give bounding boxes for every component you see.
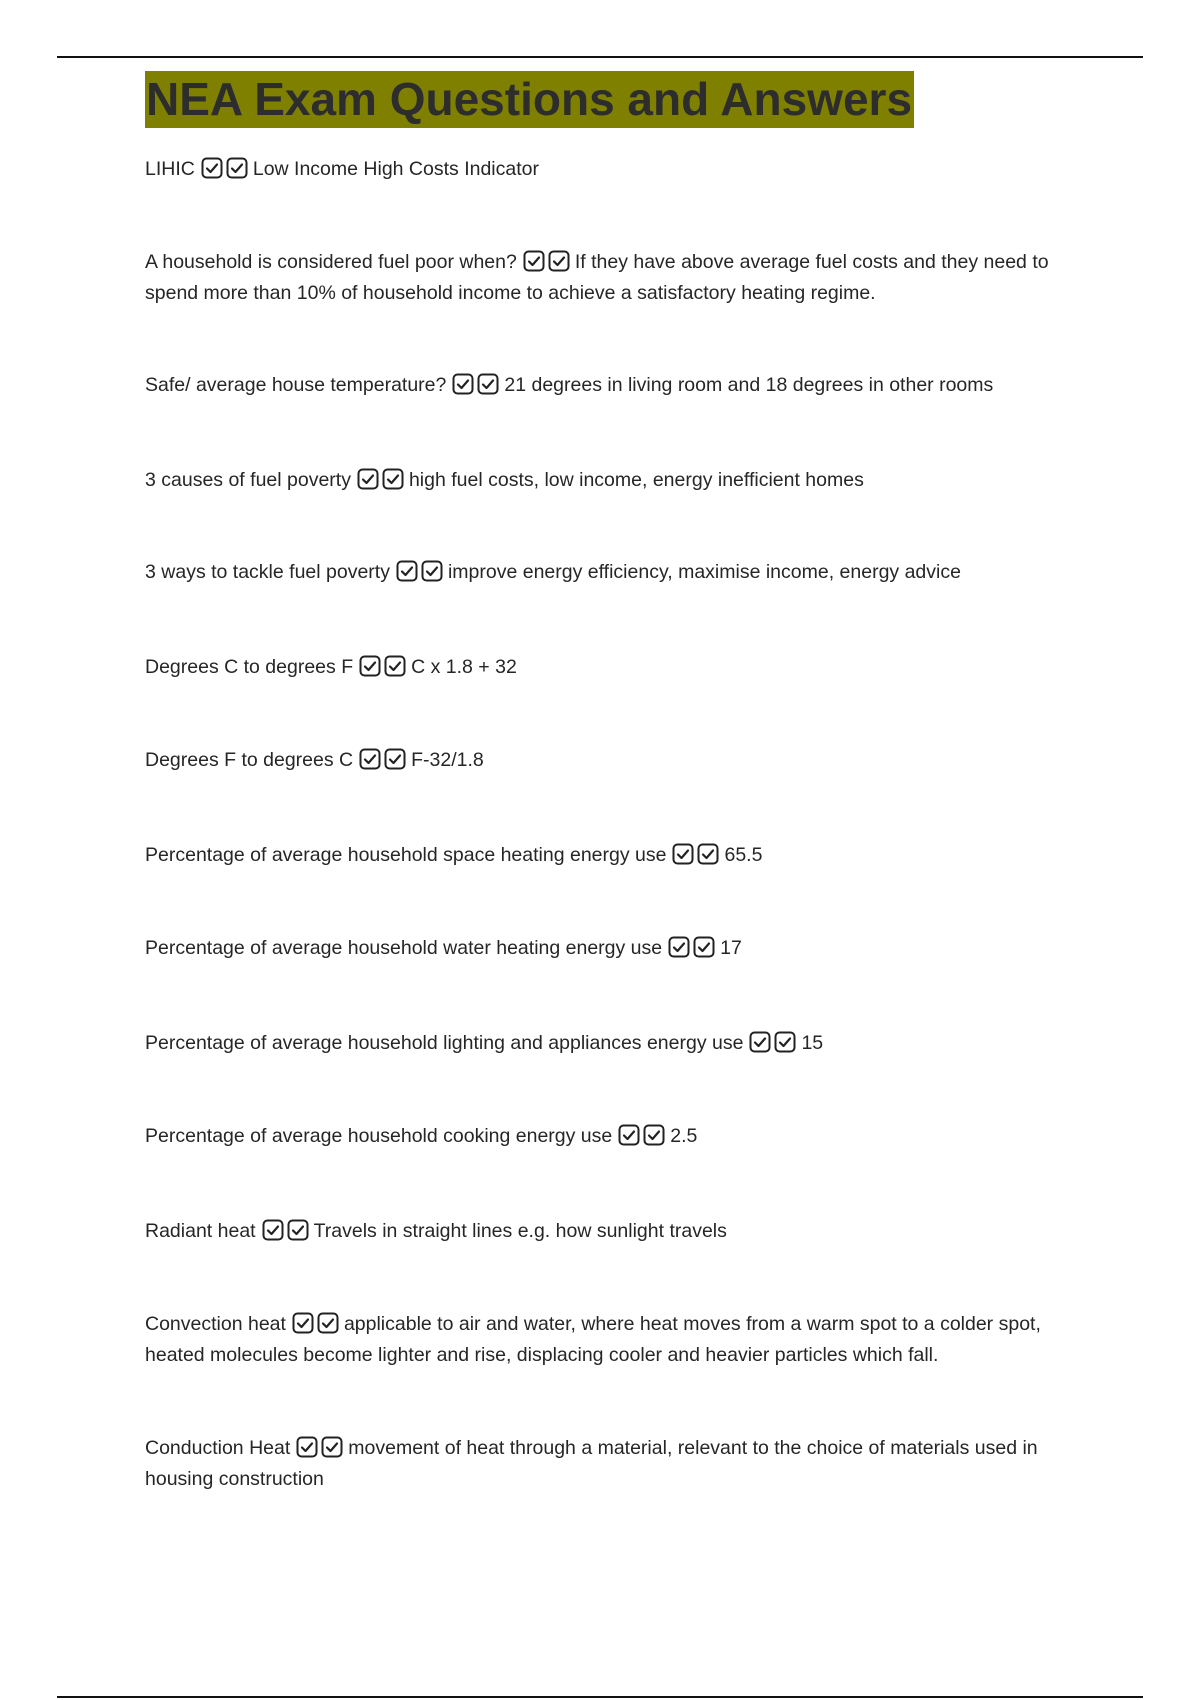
checkmarks xyxy=(749,1028,799,1059)
answer-text: 15 xyxy=(801,1032,824,1054)
answer-text: Low Income High Costs Indicator xyxy=(252,158,539,180)
checkbox-checked-icon xyxy=(697,843,719,865)
answer-text: C x 1.8 + 32 xyxy=(411,656,517,678)
answer-text: 65.5 xyxy=(724,844,763,866)
checkmarks xyxy=(296,1433,346,1464)
checkbox-checked-icon xyxy=(548,250,570,272)
qa-item xyxy=(145,1216,1060,1247)
checkbox-checked-icon xyxy=(421,560,443,582)
qa-item xyxy=(145,652,1060,683)
checkmarks xyxy=(201,154,251,185)
checkbox-checked-icon xyxy=(287,1219,309,1241)
qa-item xyxy=(145,745,1060,776)
question-text: Percentage of average household space heating energy use xyxy=(145,844,667,866)
checkbox-checked-icon xyxy=(384,655,406,677)
question-text: Conduction Heat xyxy=(145,1437,291,1459)
checkmarks xyxy=(359,745,409,776)
checkbox-checked-icon xyxy=(452,373,474,395)
bottom-rule xyxy=(57,1696,1143,1698)
qa-item xyxy=(145,840,1060,871)
page-title: NEA Exam Questions and Answers xyxy=(146,73,913,125)
question-text: 3 causes of fuel poverty xyxy=(145,469,351,491)
question-text: Degrees F to degrees C xyxy=(145,749,354,771)
top-rule xyxy=(57,56,1143,58)
checkmarks xyxy=(292,1309,342,1340)
qa-item xyxy=(145,370,1060,401)
title-highlight xyxy=(145,71,914,128)
answer-text: movement of heat through a material, relevant to the choice of materials used in housing construction xyxy=(145,1437,1038,1490)
checkbox-checked-icon xyxy=(672,843,694,865)
question-text: Safe/ average house temperature? xyxy=(145,374,447,396)
qa-item xyxy=(145,1028,1060,1059)
checkbox-checked-icon xyxy=(296,1436,318,1458)
qa-item xyxy=(145,247,1060,309)
checkmarks xyxy=(262,1216,312,1247)
checkbox-checked-icon xyxy=(382,468,404,490)
checkbox-checked-icon xyxy=(226,157,248,179)
question-text: A household is considered fuel poor when? xyxy=(145,251,517,273)
question-text: LIHIC xyxy=(145,158,195,180)
checkbox-checked-icon xyxy=(618,1124,640,1146)
checkbox-checked-icon xyxy=(523,250,545,272)
qa-item xyxy=(145,1309,1060,1371)
checkbox-checked-icon xyxy=(668,936,690,958)
question-text: 3 ways to tackle fuel poverty xyxy=(145,561,390,583)
checkmarks xyxy=(359,652,409,683)
question-text: Percentage of average household water heating energy use xyxy=(145,937,663,959)
question-text: Degrees C to degrees F xyxy=(145,656,354,678)
qa-item xyxy=(145,933,1060,964)
checkmarks xyxy=(452,370,502,401)
answer-text: improve energy efficiency, maximise income, energy advice xyxy=(447,561,961,583)
answer-text: high fuel costs, low income, energy inefficient homes xyxy=(408,469,864,491)
checkmarks xyxy=(672,840,722,871)
answer-text: applicable to air and water, where heat moves from a warm spot to a colder spot, heated molecules become lighter and rise, displacing cooler and heavier particles which fall. xyxy=(145,1313,1041,1366)
checkmarks xyxy=(523,247,573,278)
checkmarks xyxy=(618,1121,668,1152)
checkbox-checked-icon xyxy=(749,1031,771,1053)
question-text: Percentage of average household cooking energy use xyxy=(145,1125,613,1147)
question-text: Convection heat xyxy=(145,1313,286,1335)
answer-text: 17 xyxy=(720,937,742,959)
checkmarks xyxy=(357,465,407,496)
checkbox-checked-icon xyxy=(262,1219,284,1241)
checkbox-checked-icon xyxy=(396,560,418,582)
qa-item xyxy=(145,1433,1060,1495)
checkbox-checked-icon xyxy=(643,1124,665,1146)
checkmarks xyxy=(396,557,446,588)
question-text: Radiant heat xyxy=(145,1220,256,1242)
question-text: Percentage of average household lighting and appliances energy use xyxy=(145,1032,744,1054)
answer-text: If they have above average fuel costs and they need to spend more than 10% of household income to achieve a satisfactory heating regime. xyxy=(145,251,1049,304)
checkbox-checked-icon xyxy=(693,936,715,958)
checkbox-checked-icon xyxy=(292,1312,314,1334)
qa-item xyxy=(145,1121,1060,1152)
answer-text: Travels in straight lines e.g. how sunlight travels xyxy=(313,1220,727,1242)
answer-text: F-32/1.8 xyxy=(411,749,484,771)
answer-text: 2.5 xyxy=(670,1125,698,1147)
checkbox-checked-icon xyxy=(201,157,223,179)
qa-item xyxy=(145,154,1060,185)
qa-item xyxy=(145,557,1060,588)
checkbox-checked-icon xyxy=(774,1031,796,1053)
checkbox-checked-icon xyxy=(359,655,381,677)
qa-item xyxy=(145,465,1060,496)
checkbox-checked-icon xyxy=(384,748,406,770)
answer-text: 21 degrees in living room and 18 degrees in other rooms xyxy=(504,374,994,396)
checkbox-checked-icon xyxy=(359,748,381,770)
checkbox-checked-icon xyxy=(357,468,379,490)
checkbox-checked-icon xyxy=(321,1436,343,1458)
checkmarks xyxy=(668,933,718,964)
checkbox-checked-icon xyxy=(317,1312,339,1334)
checkbox-checked-icon xyxy=(477,373,499,395)
